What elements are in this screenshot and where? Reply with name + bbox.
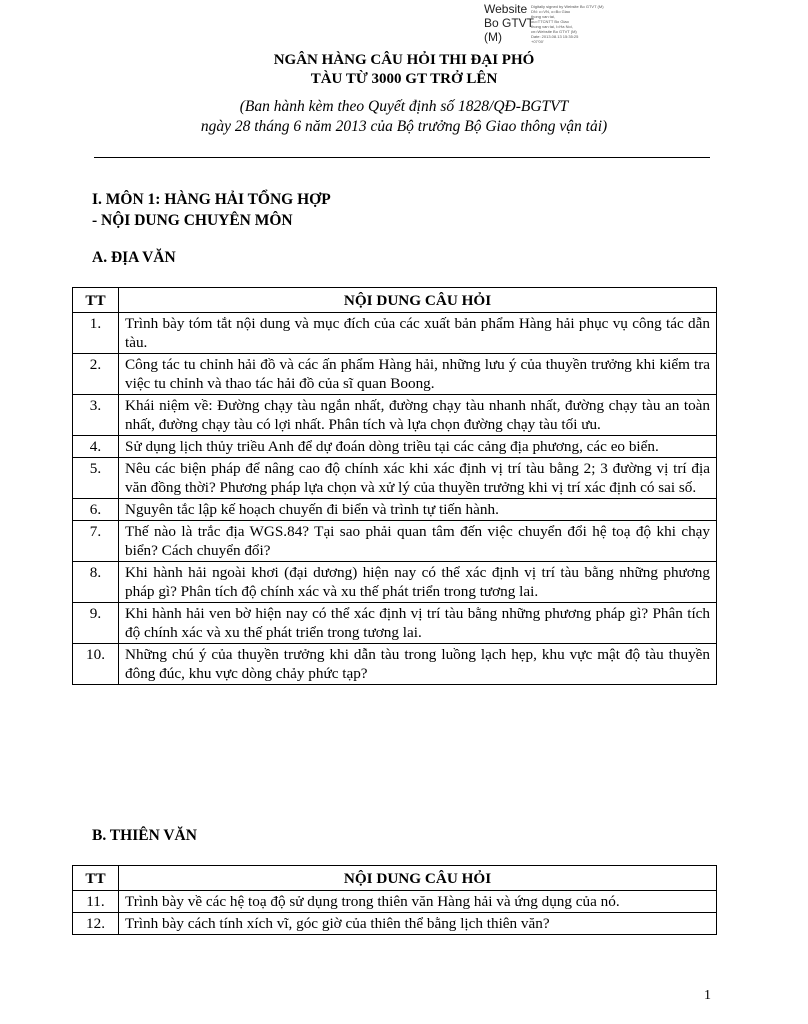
digital-signature-stamp bbox=[484, 2, 604, 50]
document-title-line2: TÀU TỪ 3000 GT TRỞ LÊN bbox=[310, 71, 498, 87]
document-title-line1: NGÂN HÀNG CÂU HỎI THI ĐẠI PHÓ bbox=[273, 52, 535, 68]
question-text: Thế nào là trắc địa WGS.84? Tại sao phải quan tâm đến việc chuyển đổi hệ toạ độ khi chạy biển? Cách chuyển đổi? bbox=[119, 521, 717, 562]
question-number: 5. bbox=[73, 458, 119, 499]
column-header-content: NỘI DUNG CÂU HỎI bbox=[119, 866, 717, 891]
signature-detail-line: ou=TTCNTT Bo Giao bbox=[531, 19, 569, 24]
question-text: Nguyên tắc lập kế hoạch chuyến đi biển và trình tự tiến hành. bbox=[119, 499, 717, 521]
question-text: Khái niệm về: Đường chạy tàu ngắn nhất, đường chạy tàu nhanh nhất, đường chạy tàu an toàn nhất, đường chạy tàu có lợi nhất. Phân tích và lựa chọn đường chạy tàu tối ưu. bbox=[119, 395, 717, 436]
signature-name-line: Website bbox=[484, 2, 528, 16]
table-header-row bbox=[73, 288, 717, 313]
table-row bbox=[73, 458, 717, 499]
section-b-heading: B. THIÊN VĂN bbox=[92, 827, 197, 844]
question-number: 9. bbox=[73, 603, 119, 644]
column-header-tt: TT bbox=[73, 288, 119, 313]
question-text: Trình bày tóm tắt nội dung và mục đích của các xuất bản phẩm Hàng hải phục vụ công tác dẫn tàu. bbox=[119, 313, 717, 354]
question-text: Trình bày cách tính xích vĩ, góc giờ của thiên thể bằng lịch thiên văn? bbox=[119, 913, 717, 935]
question-number: 10. bbox=[73, 644, 119, 685]
signature-detail-line: Date: 2013.08.13 15:35:25 bbox=[531, 34, 579, 39]
table-row bbox=[73, 499, 717, 521]
signature-detail-line: cn=Website Bo GTVT (M) bbox=[531, 29, 577, 34]
subject-heading: I. MÔN 1: HÀNG HẢI TỔNG HỢP bbox=[92, 191, 331, 208]
question-number: 11. bbox=[73, 891, 119, 913]
column-header-tt: TT bbox=[73, 866, 119, 891]
question-text: Trình bày về các hệ toạ độ sử dụng trong thiên văn Hàng hải và ứng dụng của nó. bbox=[119, 891, 717, 913]
table-row bbox=[73, 436, 717, 458]
signature-name-line: (M) bbox=[484, 30, 502, 44]
table-header-row bbox=[73, 866, 717, 891]
page-number: 1 bbox=[704, 988, 711, 1003]
question-number: 1. bbox=[73, 313, 119, 354]
signature-detail-line: DN: c=VN, o=Bo Giao bbox=[531, 9, 571, 14]
table-row bbox=[73, 644, 717, 685]
table-row bbox=[73, 913, 717, 935]
question-number: 7. bbox=[73, 521, 119, 562]
table-row bbox=[73, 562, 717, 603]
question-text: Khi hành hải ngoài khơi (đại dương) hiện nay có thể xác định vị trí tàu bằng những phương pháp gì? Phân tích độ chính xác và xu thế phát triển trong tương lai. bbox=[119, 562, 717, 603]
question-table-b bbox=[72, 865, 717, 935]
question-text: Nêu các biện pháp để nâng cao độ chính xác khi xác định vị trí tàu bằng 2; 3 đường vị trí địa văn đồng thời? Phương pháp lựa chọn và xử lý của thuyền trưởng khi vị trí xác định có sai số. bbox=[119, 458, 717, 499]
signature-name bbox=[484, 2, 534, 44]
table-row bbox=[73, 395, 717, 436]
column-header-content: NỘI DUNG CÂU HỎI bbox=[119, 288, 717, 313]
table-row bbox=[73, 521, 717, 562]
signature-detail-line: thong van tai, l=Ha Noi, bbox=[531, 24, 573, 29]
question-number: 8. bbox=[73, 562, 119, 603]
question-text: Sử dụng lịch thủy triều Anh để dự đoán dòng triều tại các cảng địa phương, các eo biển. bbox=[119, 436, 717, 458]
question-text: Những chú ý của thuyền trưởng khi dẫn tàu trong luồng lạch hẹp, khu vực mật độ tàu thuyền đông đúc, khu vực dòng chảy phức tạp? bbox=[119, 644, 717, 685]
question-text: Khi hành hải ven bờ hiện nay có thể xác định vị trí tàu bằng những phương pháp gì? Phân tích độ chính xác và xu thế phát triển trong tương lai. bbox=[119, 603, 717, 644]
question-number: 4. bbox=[73, 436, 119, 458]
table-row bbox=[73, 891, 717, 913]
question-number: 6. bbox=[73, 499, 119, 521]
table-row bbox=[73, 313, 717, 354]
section-a-heading: A. ĐỊA VĂN bbox=[92, 249, 176, 266]
document-subtitle-line2: ngày 28 tháng 6 năm 2013 của Bộ trưởng Bộ Giao thông vận tải) bbox=[200, 118, 608, 135]
question-number: 3. bbox=[73, 395, 119, 436]
signature-name-line: Bo GTVT bbox=[484, 16, 535, 30]
header-divider bbox=[94, 157, 710, 158]
document-subtitle-line1: (Ban hành kèm theo Quyết định số 1828/QĐ-BGTVT bbox=[239, 98, 569, 115]
signature-detail-line: Digitally signed by Website Bo GTVT (M) bbox=[531, 4, 604, 9]
question-text: Công tác tu chỉnh hải đồ và các ấn phẩm Hàng hải, những lưu ý của thuyền trưởng khi kiểm tra việc tu chỉnh và thao tác hải đồ của sĩ quan Boong. bbox=[119, 354, 717, 395]
content-heading: - NỘI DUNG CHUYÊN MÔN bbox=[92, 212, 293, 229]
table-row bbox=[73, 354, 717, 395]
question-number: 12. bbox=[73, 913, 119, 935]
signature-detail-line: +07'00' bbox=[531, 39, 544, 44]
signature-details bbox=[531, 4, 604, 44]
question-table-a bbox=[72, 287, 717, 685]
signature-detail-line: thong van tai, bbox=[531, 14, 556, 19]
question-number: 2. bbox=[73, 354, 119, 395]
table-row bbox=[73, 603, 717, 644]
